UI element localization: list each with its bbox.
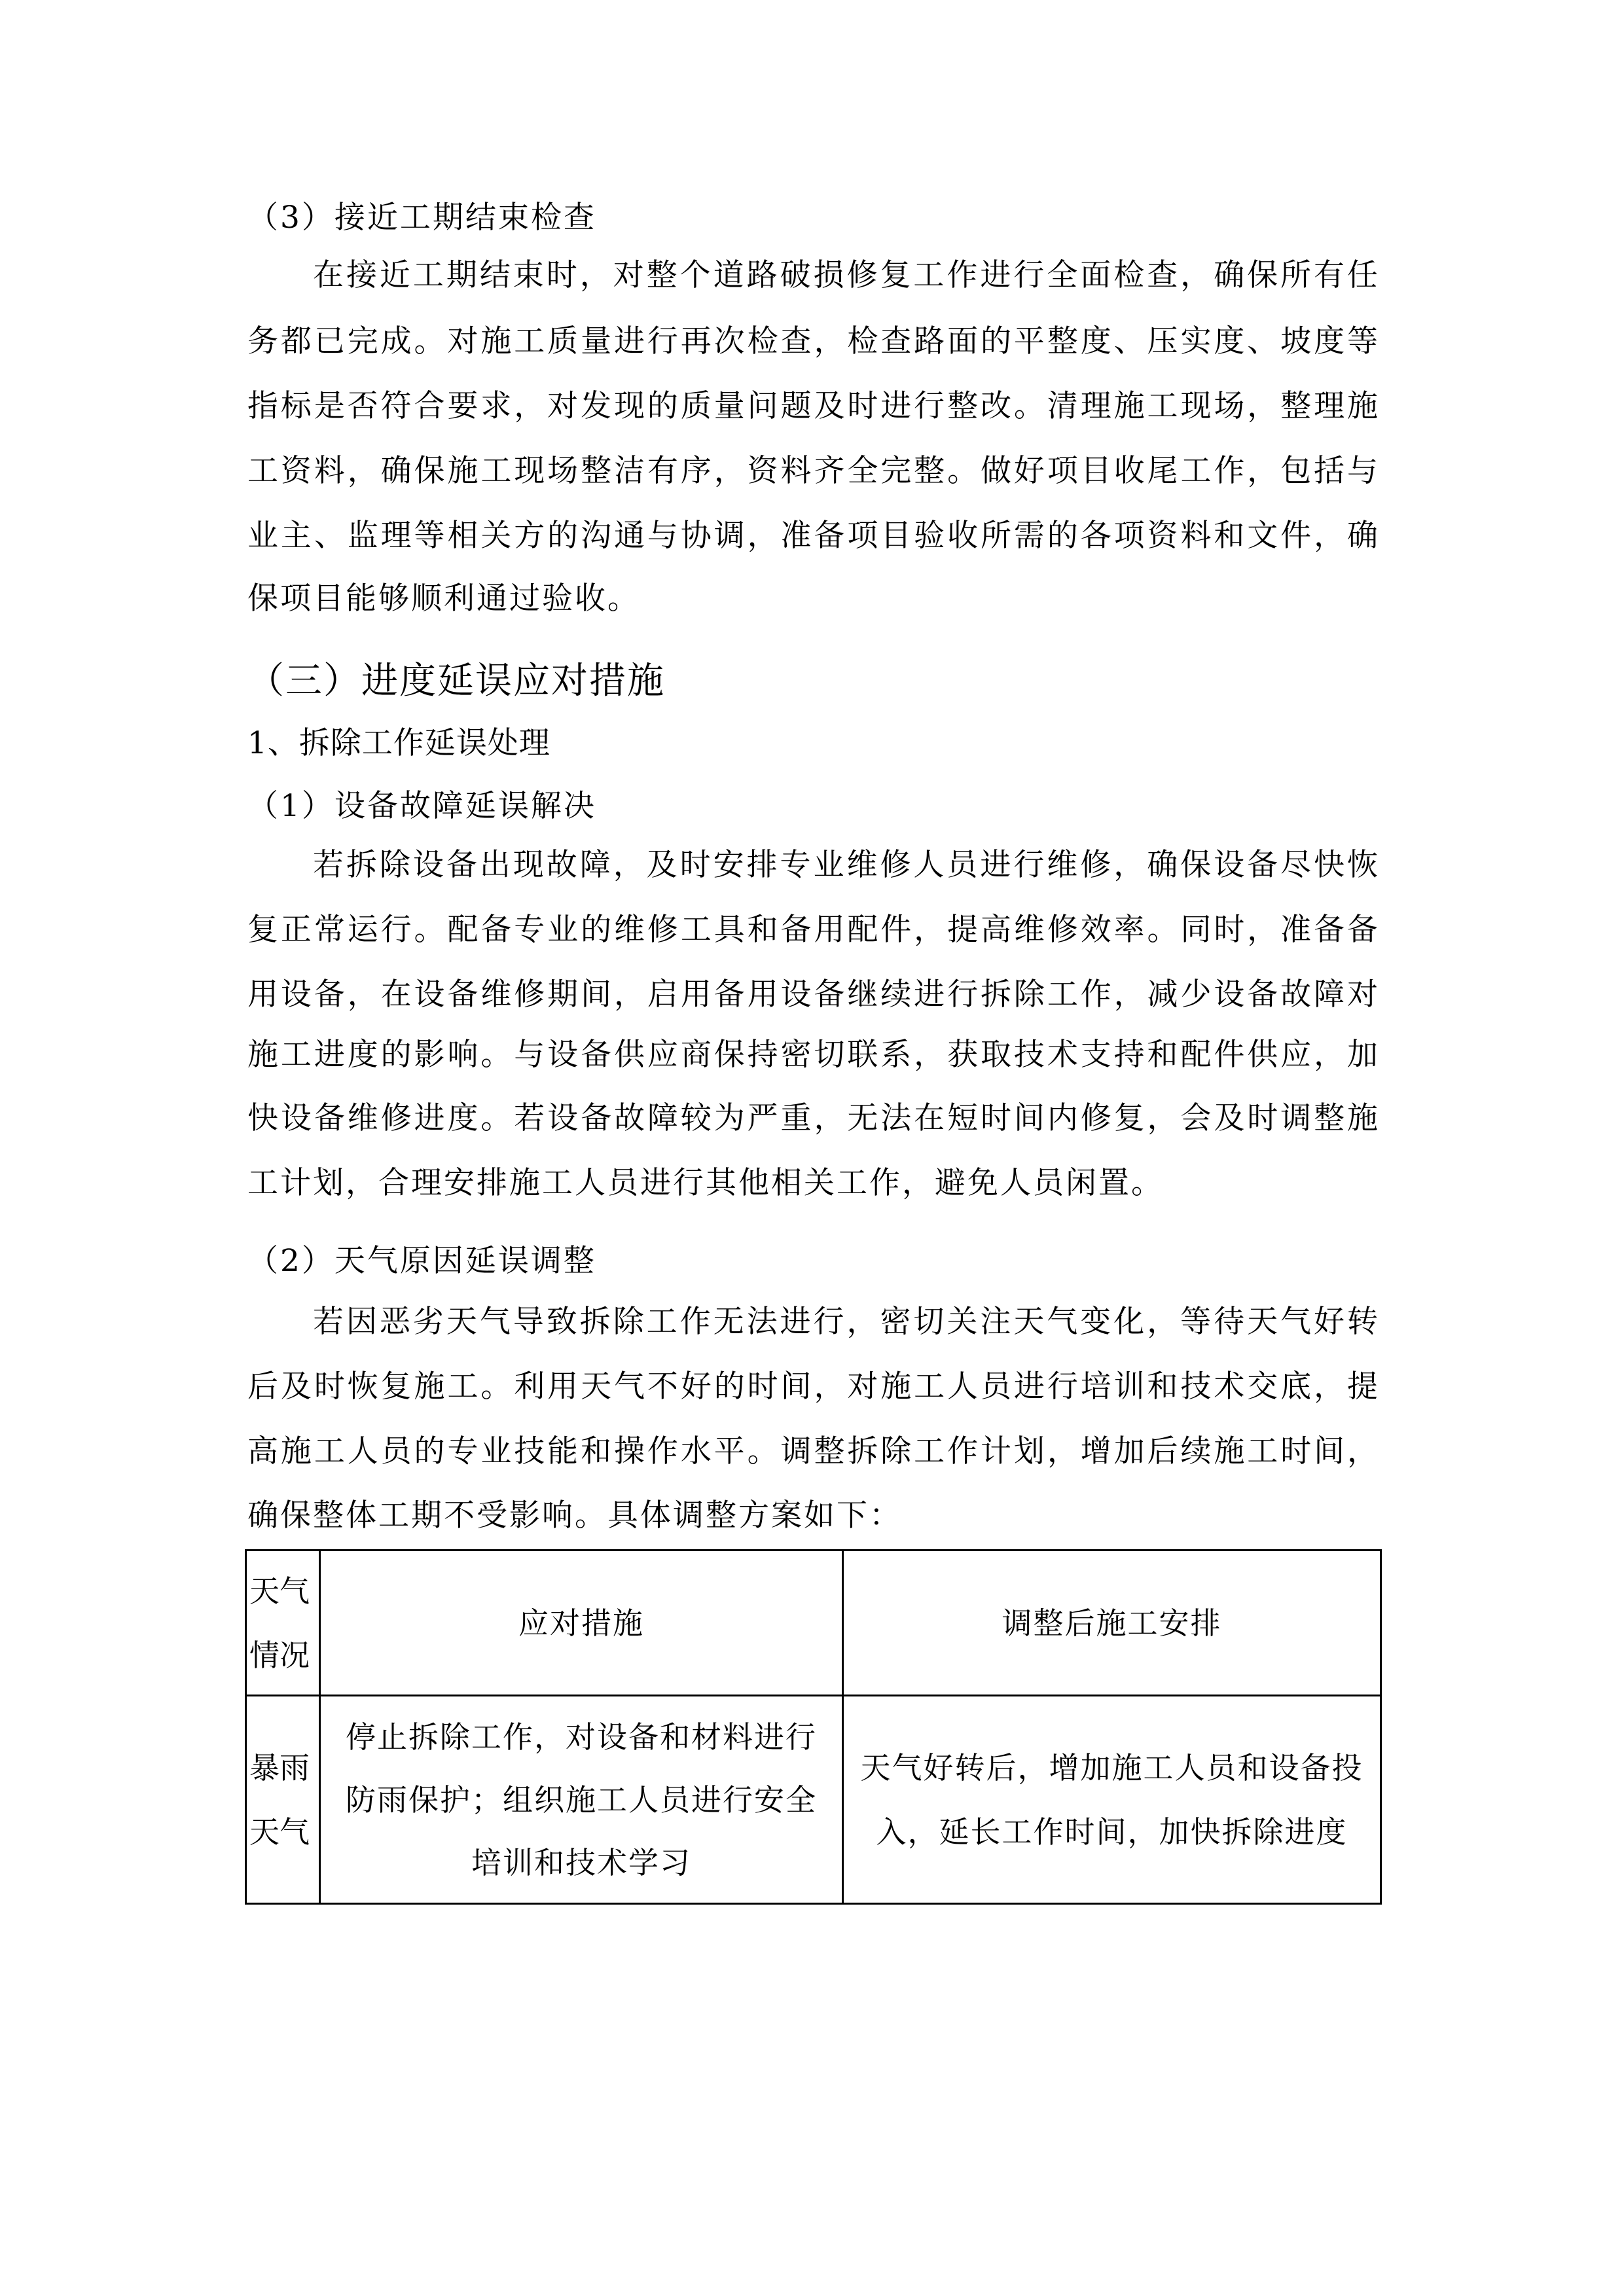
- header-weather: 天气 情况: [246, 1551, 320, 1696]
- subsection-heading: （2）天气原因延误调整: [247, 1243, 596, 1279]
- weather-adjustment-table: [245, 1549, 1382, 1905]
- paragraph-line: 业主、监理等相关方的沟通与协调，准备项目验收所需的各项资料和文件，确: [247, 518, 1380, 554]
- paragraph-line: 快设备维修进度。若设备故障较为严重，无法在短时间内修复，会及时调整施: [247, 1100, 1380, 1136]
- item-heading: 1、拆除工作延误处理: [247, 725, 550, 761]
- table-row: [246, 1696, 1381, 1904]
- paragraph-line: 高施工人员的专业技能和操作水平。调整拆除工作计划，增加后续施工时间，: [247, 1433, 1380, 1469]
- paragraph-line: 务都已完成。对施工质量进行再次检查，检查路面的平整度、压实度、坡度等: [247, 323, 1380, 359]
- paragraph-line: 保项目能够顺利通过验收。: [247, 581, 640, 617]
- header-measures: 应对措施: [320, 1551, 843, 1696]
- table-header-row: [246, 1551, 1381, 1696]
- paragraph-line: 若因恶劣天气导致拆除工作无法进行，密切关注天气变化，等待天气好转: [313, 1304, 1380, 1340]
- header-arrangement: 调整后施工安排: [843, 1551, 1381, 1696]
- paragraph-line: 用设备，在设备维修期间，启用备用设备继续进行拆除工作，减少设备故障对: [247, 977, 1380, 1013]
- paragraph-line: 施工进度的影响。与设备供应商保持密切联系，获取技术支持和配件供应，加: [247, 1037, 1380, 1073]
- paragraph-line: 若拆除设备出现故障，及时安排专业维修人员进行维修，确保设备尽快恢: [313, 847, 1380, 883]
- paragraph-line: 工资料，确保施工现场整洁有序，资料齐全完整。做好项目收尾工作，包括与: [247, 453, 1380, 489]
- paragraph-line: 后及时恢复施工。利用天气不好的时间，对施工人员进行培训和技术交底，提: [247, 1369, 1380, 1405]
- section-heading: （三）进度延误应对措施: [247, 660, 665, 702]
- cell-measures: 停止拆除工作，对设备和材料进行 防雨保护；组织施工人员进行安全 培训和技术学习: [320, 1696, 843, 1904]
- paragraph-line: 指标是否符合要求，对发现的质量问题及时进行整改。清理施工现场，整理施: [247, 388, 1380, 424]
- subsection-heading: （1）设备故障延误解决: [247, 788, 596, 824]
- paragraph-line: 确保整体工期不受影响。具体调整方案如下：: [247, 1498, 902, 1534]
- paragraph-line: 在接近工期结束时，对整个道路破损修复工作进行全面检查，确保所有任: [313, 257, 1380, 293]
- paragraph-line: 复正常运行。配备专业的维修工具和备用配件，提高维修效率。同时，准备备: [247, 912, 1380, 948]
- paragraph-line: 工计划，合理安排施工人员进行其他相关工作，避免人员闲置。: [247, 1165, 1164, 1201]
- cell-weather: 暴雨 天气: [246, 1696, 320, 1904]
- subsection-heading: （3）接近工期结束检查: [247, 200, 596, 236]
- cell-arrangement: 天气好转后，增加施工人员和设备投 入，延长工作时间，加快拆除进度: [843, 1696, 1381, 1904]
